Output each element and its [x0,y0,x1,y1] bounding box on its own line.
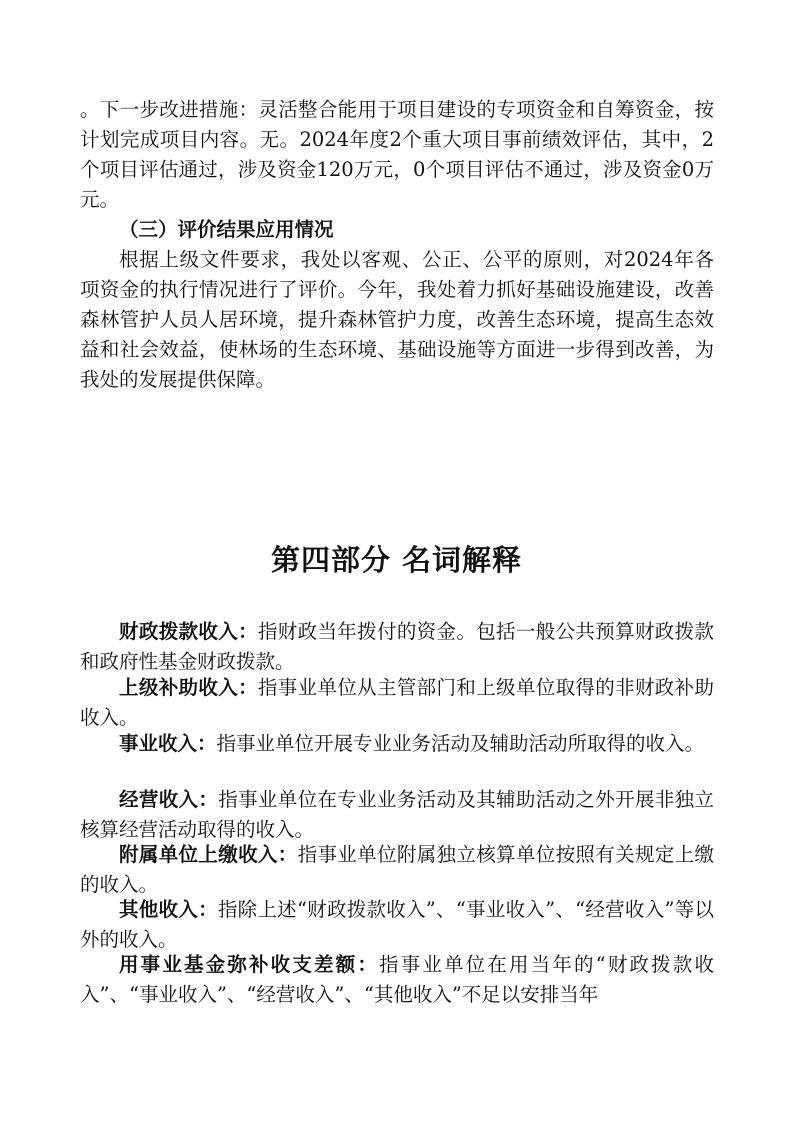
term-definition: 指事业单位在用当年的“财政拨款收入”、“事业收入”、“经营收入”、“其他收入”不足以安排当年 [80,953,714,1006]
term-definition: 指事业单位从主管部门和上级单位取得的非财政补助收入。 [80,676,714,729]
term-label: 用事业基金弥补收支差额： [119,953,380,976]
term-entry [80,729,714,759]
term-label: 上级补助收入： [119,676,258,699]
term-label: 事业收入： [119,732,217,755]
term-label: 附属单位上缴收入： [119,843,298,866]
term-label: 其他收入： [119,898,218,921]
part-title: 第四部分 名词解释 [270,543,523,577]
term-label: 经营收入： [119,788,219,811]
term-entry [80,840,714,900]
term-definition: 指事业单位开展专业业务活动及辅助活动所取得的收入。 [216,732,705,755]
evaluation-paragraph: 根据上级文件要求，我处以客观、公正、公平的原则，对2024年各项资金的执行情况进行了评价。今年，我处着力抓好基础设施建设，改善森林管护人员人居环境，提升森林管护力度，改善生态环境，提高生态效益和社会效益，使林场的生态环境、基础设施等方面进一步得到改善，为我处的发展提供保障。 [80,248,714,391]
term-entry [80,950,714,1010]
intro-paragraph: 。下一步改进措施：灵活整合能用于项目建设的专项资金和自筹资金，按计划完成项目内容。无。2024年度2个重大项目事前绩效评估，其中，2个项目评估通过，涉及资金120万元，0个项目评估不通过，涉及资金0万元。 [80,98,714,211]
term-entry [80,673,714,733]
section-subheading: （三）评价结果应用情况 [119,218,334,241]
term-entry [80,895,714,955]
term-label: 财政拨款收入： [119,620,258,643]
term-definition: 指事业单位在专业业务活动及其辅助活动之外开展非独立核算经营活动取得的收入。 [80,788,714,841]
term-entry [80,785,714,845]
term-definition: 指财政当年拨付的资金。包括一般公共预算财政拨款和政府性基金财政拨款。 [80,620,714,673]
term-definition: 指事业单位附属独立核算单位按照有关规定上缴的收入。 [80,843,714,896]
term-definition: 指除上述“财政拨款收入”、“事业收入”、“经营收入”等以外的收入。 [80,898,714,951]
term-entry [80,617,714,677]
